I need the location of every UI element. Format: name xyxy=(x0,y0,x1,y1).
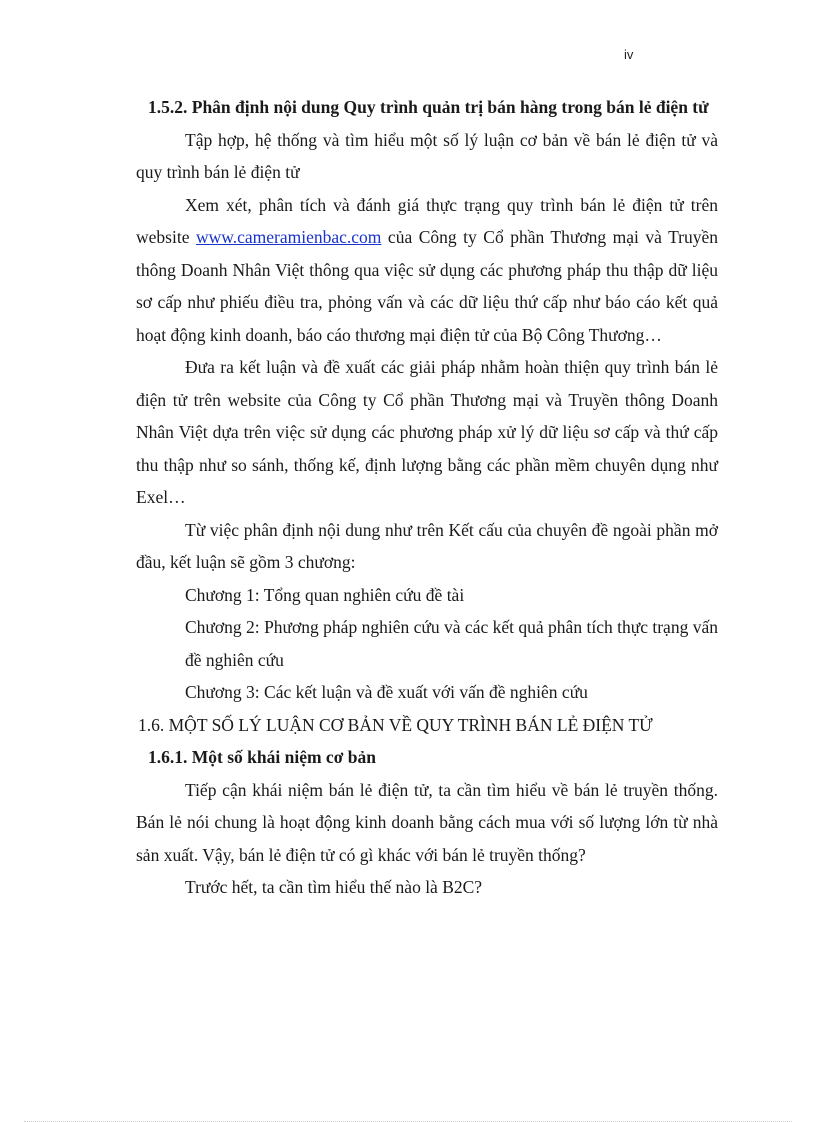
paragraph-2 xyxy=(136,189,718,352)
section-heading-1-6: 1.6. MỘT SỐ LÝ LUẬN CƠ BẢN VỀ QUY TRÌNH BÁN LẺ ĐIỆN TỬ xyxy=(138,714,653,735)
paragraph-6: Trước hết, ta cần tìm hiểu thế nào là B2C? xyxy=(185,877,483,897)
page-number: iv xyxy=(624,47,634,62)
paragraph-5: Tiếp cận khái niệm bán lẻ điện tử, ta cần tìm hiểu về bán lẻ truyền thống. Bán lẻ nói chung là hoạt động kinh doanh bằng cách mua với số lượng lớn từ nhà sản xuất. Vậy, bán lẻ điện tử có gì khác với bán lẻ truyền thống? xyxy=(136,779,718,865)
chapter-3-item: Chương 3: Các kết luận và đề xuất với vấn đề nghiên cứu xyxy=(185,682,588,702)
paragraph-3: Đưa ra kết luận và đề xuất các giải pháp nhằm hoàn thiện quy trình bán lẻ điện tử trên website của Công ty Cổ phần Thương mại và Truyền thông Doanh Nhân Việt dựa trên việc sử dụng các phương pháp xử lý dữ liệu sơ cấp và thứ cấp thu thập như so sánh, thống kế, định lượng bằng các phần mềm chuyên dụng như Exel… xyxy=(136,357,718,507)
paragraph-1: Tập hợp, hệ thống và tìm hiểu một số lý luận cơ bản về bán lẻ điện tử và quy trình bán lẻ điện tử xyxy=(136,129,718,182)
section-heading-1-6-1: 1.6.1. Một số khái niệm cơ bản xyxy=(148,747,376,767)
chapter-1-item: Chương 1: Tổng quan nghiên cứu đề tài xyxy=(185,584,465,605)
paragraph-4: Từ việc phân định nội dung như trên Kết cấu của chuyên đề ngoài phần mở đầu, kết luận sẽ gồm 3 chương: xyxy=(136,519,718,572)
website-link[interactable]: www.cameramienbac.com xyxy=(195,227,382,247)
paragraph-2-text-after: của Công ty Cổ phần Thương mại và Truyền thông Doanh Nhân Việt thông qua việc sử dụng các phương pháp thu thập dữ liệu sơ cấp như phiếu điều tra, phỏng vấn và các dữ liệu thứ cấp như báo cáo kết quả hoạt động kinh doanh, báo cáo thương mại điện tử của Bộ Công Thương… xyxy=(136,227,718,345)
chapter-2-item: Chương 2: Phương pháp nghiên cứu và các kết quả phân tích thực trạng vấn đề nghiên cứu xyxy=(185,617,718,670)
paragraph-2-text-before: Xem xét, phân tích và đánh giá thực trạng quy trình bán lẻ điện tử trên website xyxy=(136,194,718,247)
section-heading-1-5-2: 1.5.2. Phân định nội dung Quy trình quản trị bán hàng trong bán lẻ điện tử xyxy=(148,97,709,117)
document-body xyxy=(136,91,718,904)
page-bottom-divider xyxy=(24,1121,792,1122)
